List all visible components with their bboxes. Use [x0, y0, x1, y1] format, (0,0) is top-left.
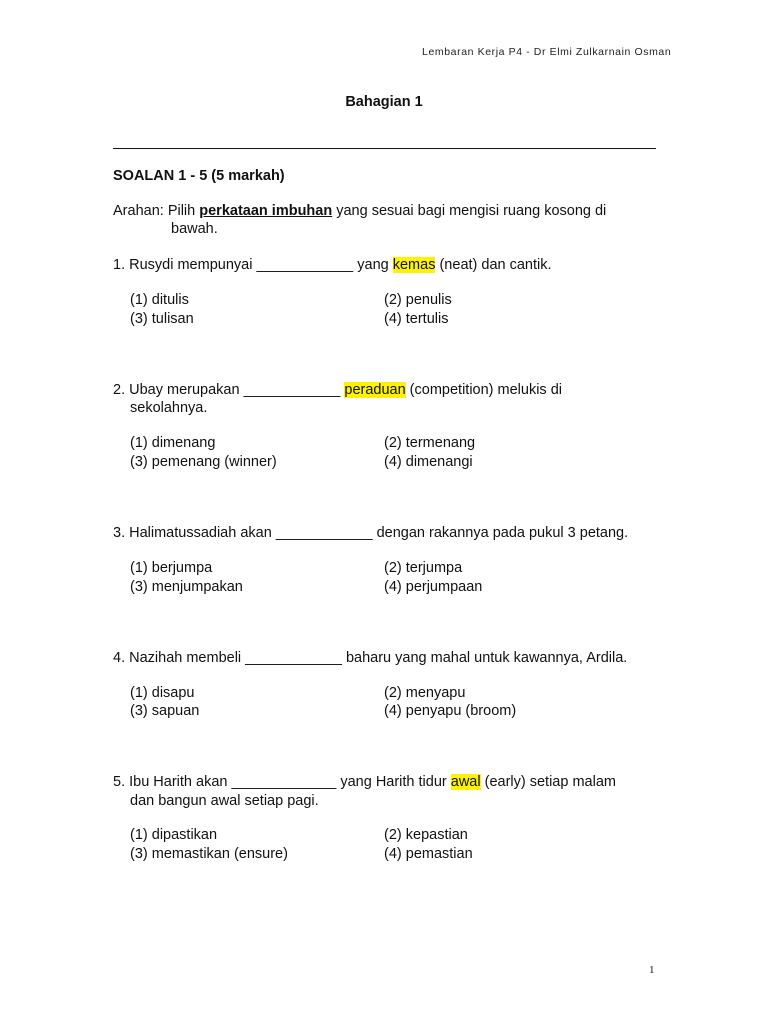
- question-tail: (neat) dan cantik.: [435, 257, 552, 273]
- instruction-line: [113, 203, 606, 219]
- instruction-line-2: bawah.: [171, 221, 218, 237]
- highlighted-word: awal: [450, 774, 481, 790]
- option-2: (2) termenang: [384, 435, 476, 451]
- question-4: 4. Nazihah membeli ____________ baharu yang mahal untuk kawannya, Ardila.: [113, 650, 628, 666]
- option-4: (4) penyapu (broom): [384, 703, 517, 719]
- question-text: 5. Ibu Harith akan _____________ yang Harith tidur: [113, 774, 451, 790]
- header-note: Lembaran Kerja P4 - Dr Elmi Zulkarnain Osman: [422, 46, 672, 58]
- option-4: (4) pemastian: [384, 846, 473, 862]
- question-2-continuation: sekolahnya.: [130, 400, 208, 416]
- option-4: (4) tertulis: [384, 311, 449, 327]
- question-5: [113, 774, 616, 790]
- option-1: (1) disapu: [130, 685, 195, 701]
- question-tail: (early) setiap malam: [480, 774, 616, 790]
- option-2: (2) kepastian: [384, 827, 468, 843]
- divider-line: [113, 148, 656, 149]
- question-2: [113, 382, 562, 398]
- option-1: (1) dipastikan: [130, 827, 218, 843]
- highlighted-word: peraduan: [344, 382, 406, 398]
- option-4: (4) dimenangi: [384, 454, 473, 470]
- section-title: Bahagian 1: [345, 94, 423, 110]
- question-1: [113, 257, 552, 273]
- question-5-continuation: dan bangun awal setiap pagi.: [130, 793, 319, 809]
- option-1: (1) berjumpa: [130, 560, 213, 576]
- instruction-prefix: Arahan: Pilih: [113, 203, 200, 219]
- option-1: (1) dimenang: [130, 435, 216, 451]
- option-2: (2) penulis: [384, 292, 452, 308]
- soalan-title: SOALAN 1 - 5 (5 markah): [113, 168, 285, 184]
- option-4: (4) perjumpaan: [384, 579, 483, 595]
- question-text: 2. Ubay merupakan ____________: [113, 382, 345, 398]
- question-text: 1. Rusydi mempunyai ____________ yang: [113, 257, 393, 273]
- option-2: (2) terjumpa: [384, 560, 463, 576]
- instruction-keyword: perkataan imbuhan: [199, 203, 333, 219]
- page-number: 1: [649, 964, 655, 976]
- option-3: (3) sapuan: [130, 703, 200, 719]
- option-3: (3) menjumpakan: [130, 579, 243, 595]
- question-tail: (competition) melukis di: [405, 382, 562, 398]
- highlighted-word: kemas: [392, 257, 436, 273]
- option-3: (3) pemenang (winner): [130, 454, 277, 470]
- option-3: (3) memastikan (ensure): [130, 846, 288, 862]
- option-1: (1) ditulis: [130, 292, 189, 308]
- option-2: (2) menyapu: [384, 685, 466, 701]
- instruction-rest: yang sesuai bagi mengisi ruang kosong di: [332, 203, 607, 219]
- option-3: (3) tulisan: [130, 311, 194, 327]
- question-3: 3. Halimatussadiah akan ____________ dengan rakannya pada pukul 3 petang.: [113, 525, 629, 541]
